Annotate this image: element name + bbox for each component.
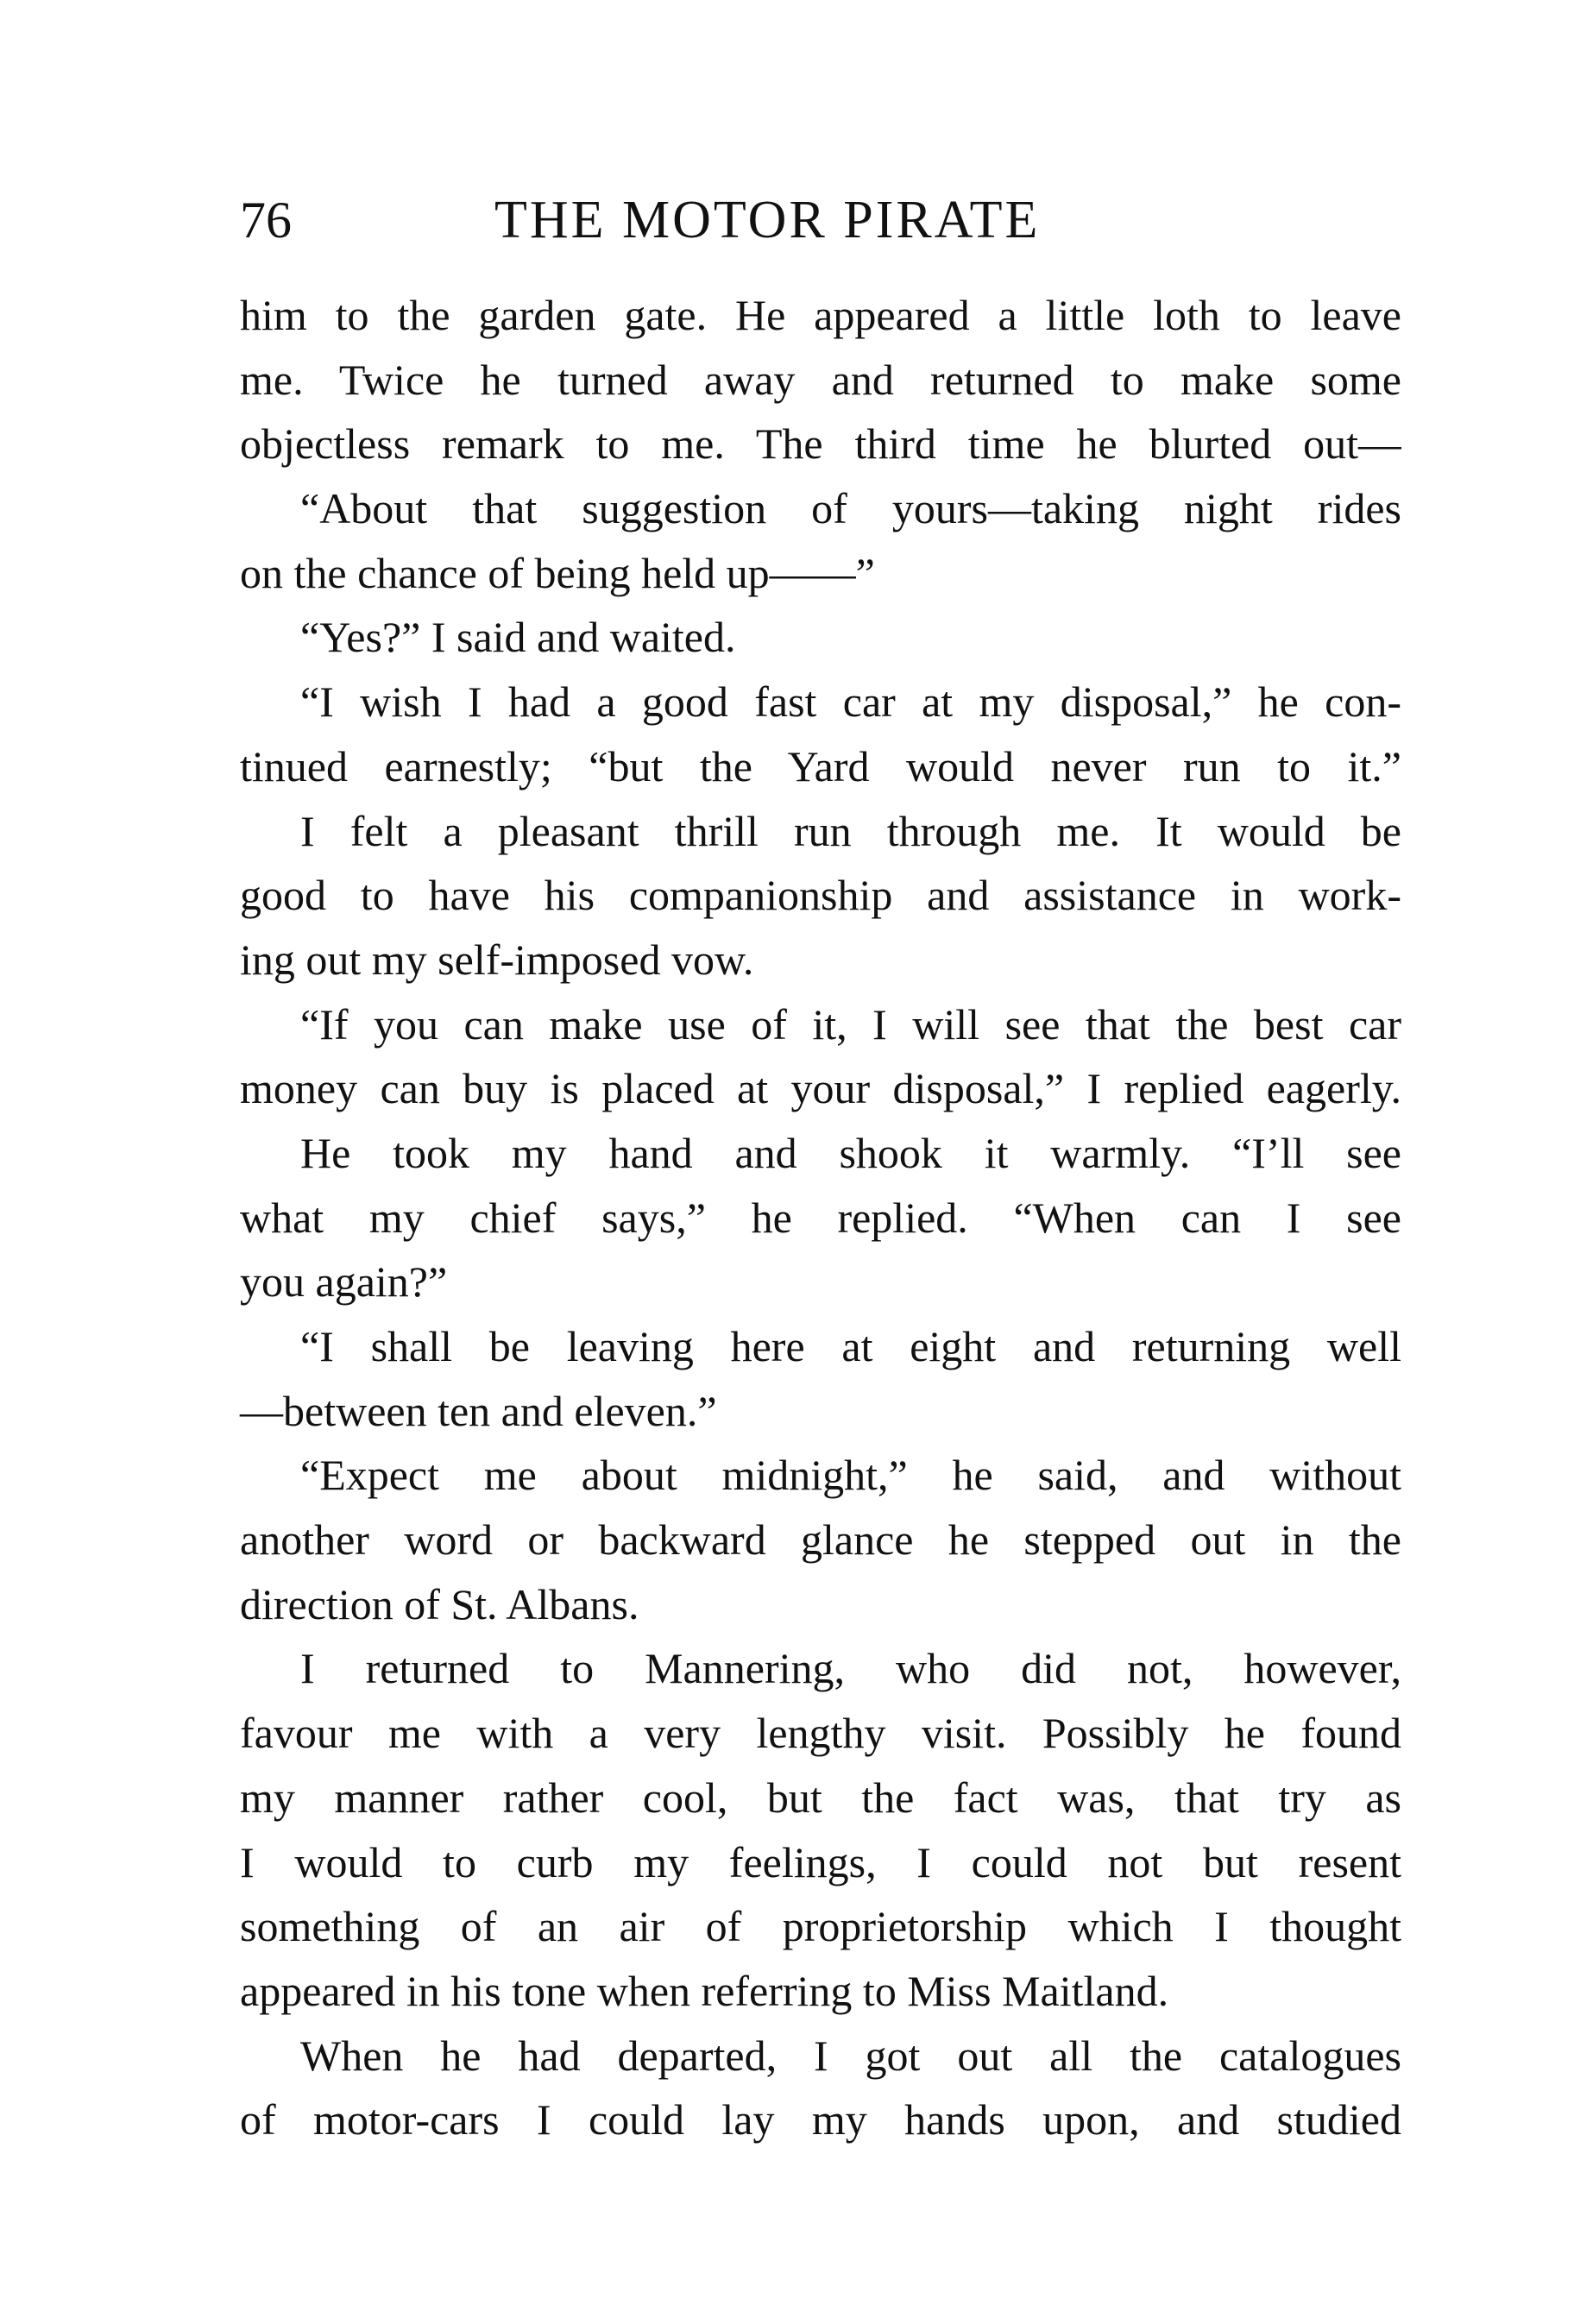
text-line: When he had departed, I got out all the catalogues xyxy=(300,2031,1401,2080)
page-number: 76 xyxy=(240,192,292,249)
text-line: him to the garden gate. He appeared a little loth to leave xyxy=(240,291,1401,339)
text-line: tinued earnestly; “but the Yard would never run to it.” xyxy=(240,741,1401,790)
page-body-text xyxy=(240,283,1401,2152)
text-line: “I shall be leaving here at eight and returning well xyxy=(300,1322,1401,1370)
text-line: I would to curb my feelings, I could not but resent xyxy=(240,1837,1401,1886)
text-line: another word or backward glance he stepped out in the xyxy=(240,1515,1401,1565)
text-line: me. Twice he turned away and returned to make some xyxy=(240,355,1401,404)
text-line: “I wish I had a good fast car at my disposal,” he con- xyxy=(300,677,1401,727)
text-line: I returned to Mannering, who did not, however, xyxy=(300,1644,1401,1693)
text-line: “Yes?” I said and waited. xyxy=(300,613,736,662)
text-line: I felt a pleasant thrill run through me. It would be xyxy=(300,806,1401,855)
text-line: “About that suggestion of yours—taking night rides xyxy=(300,484,1401,533)
text-line: direction of St. Albans. xyxy=(240,1579,639,1628)
text-line: He took my hand and shook it warmly. “I’ll see xyxy=(300,1128,1401,1177)
text-line: “If you can make use of it, I will see that the best car xyxy=(300,999,1401,1049)
text-line: good to have his companionship and assistance in work- xyxy=(240,871,1401,920)
text-line: appeared in his tone when referring to Miss Maitland. xyxy=(240,1966,1169,2015)
text-line: “Expect me about midnight,” he said, and without xyxy=(300,1451,1401,1500)
text-line: you again?” xyxy=(240,1257,448,1307)
text-line: ing out my self-imposed vow. xyxy=(240,935,754,984)
text-line: what my chief says,” he replied. “When can I see xyxy=(240,1193,1401,1242)
text-line: of motor-cars I could lay my hands upon, and studied xyxy=(240,2095,1401,2145)
text-line: my manner rather cool, but the fact was, that try as xyxy=(240,1773,1401,1822)
text-line: favour me with a very lengthy visit. Possibly he found xyxy=(240,1709,1401,1758)
text-line: objectless remark to me. The third time he blurted out— xyxy=(240,419,1401,469)
text-line: something of an air of proprietorship which I thought xyxy=(240,1902,1401,1951)
text-line: —between ten and eleven.” xyxy=(240,1386,717,1435)
page-header xyxy=(240,186,1401,255)
running-title: THE MOTOR PIRATE xyxy=(494,191,1041,249)
text-line: money can buy is placed at your disposal,” I replied eagerly. xyxy=(240,1064,1401,1113)
text-line: on the chance of being held up——” xyxy=(240,548,875,597)
